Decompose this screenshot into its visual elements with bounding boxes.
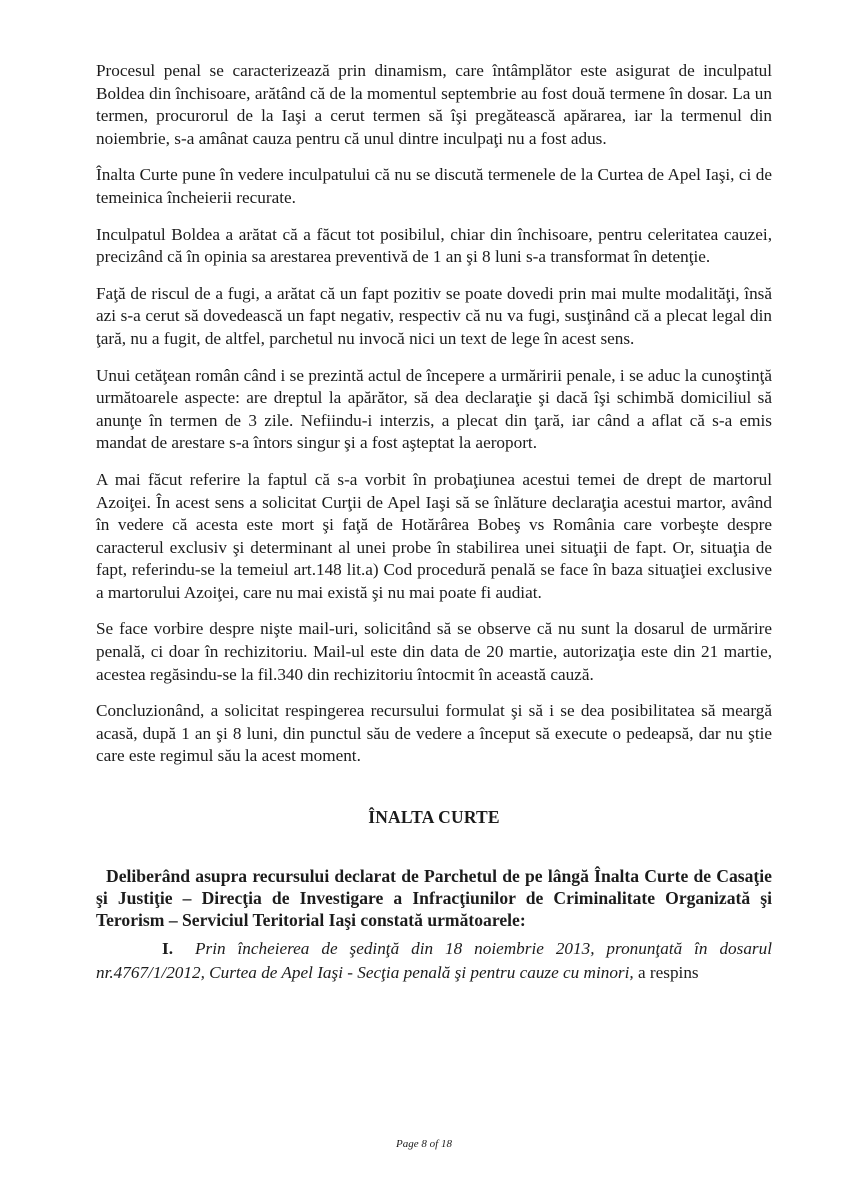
paragraph-4 bbox=[96, 283, 772, 351]
paragraph-5-text: Unui cetăţean român când i se prezintă actul de începere a urmăririi penale, i se aduc la cunoştinţă următoarele aspecte: are dreptul la apărător, să dea declaraţie şi dacă îşi schimbă domiciliul să anunţe în termen de 3 zile. Nefiindu-i interzis, a plecat din ţară, iar când a aflat că s-a emis mandat de arestare s-a întors singur şi a fost aşteptat la aeroport. bbox=[96, 365, 772, 453]
paragraph-4-text: Faţă de riscul de a fugi, a arătat că un fapt pozitiv se poate dovedi prin mai multe modalităţi, însă azi s-a cerut să dovedească un fapt negativ, respectiv că nu va fugi, susţinând că a plecat legal din ţară, nu a fugit, de altfel, parchetul nu invocă nici un text de lege în acest sens. bbox=[96, 283, 772, 348]
paragraph-7 bbox=[96, 618, 772, 686]
paragraph-2-text: Înalta Curte pune în vedere inculpatului că nu se discută termenele de la Curtea de Apel Iaşi, ci de temeinica încheierii recurate. bbox=[96, 165, 772, 207]
item-number: I. bbox=[162, 938, 173, 958]
page-footer: Page 8 of 18 bbox=[396, 1138, 452, 1150]
item-tail: a respins bbox=[633, 962, 699, 982]
paragraph-8-text: Concluzionând, a solicitat respingerea recursului formulat şi să i se dea posibilitatea să meargă acasă, după 1 an şi 8 luni, din punctul său de vedere a început să execute o pedeapsă, dar nu ştie care este regimul său la acest moment. bbox=[96, 701, 772, 766]
paragraph-5 bbox=[96, 365, 772, 455]
section-heading: ÎNALTA CURTE bbox=[368, 807, 500, 828]
deliberation-paragraph: Deliberând asupra recursului declarat de Parchetul de pe lângă Înalta Curte de Casaţie şi Justiţie – Direcţia de Investigare a Infracţiunilor de Criminalitate Organizată şi Terorism – Serviciul Teritorial Iaşi constată următoarele: bbox=[96, 865, 772, 930]
paragraph-3 bbox=[96, 224, 772, 269]
document-body bbox=[96, 60, 772, 985]
paragraph-3-text: Inculpatul Boldea a arătat că a făcut tot posibilul, chiar din închisoare, pentru celeritatea cauzei, precizând că în opinia sa arestarea preventivă de 1 an şi 8 luni s-a transformat în detenţie. bbox=[96, 224, 772, 267]
paragraph-7-text: Se face vorbire despre nişte mail-uri, solicitând să se observe că nu sunt la dosarul de urmărire penală, ci doar în rechizitoriu. Mail-ul este din data de 20 martie, autorizaţia este din 21 martie, acestea regăsindu-se la fil.340 din rechizitoriu întocmit în această cauză. bbox=[96, 619, 772, 684]
paragraph-6 bbox=[96, 469, 772, 605]
paragraph-1-text: Procesul penal se caracterizează prin dinamism, care întâmplător este asigurat de inculpatul Boldea din închisoare, arătând că de la momentul septembrie au fost două termene în dosar. La un termen, procurorul de la Iaşi a cerut termen să îşi pregătească apărarea, iar la termenul din noiembrie, s-a amânat cauza pentru că unul dintre inculpaţi nu a fost adus. bbox=[96, 61, 772, 148]
paragraph-1 bbox=[96, 60, 772, 150]
numbered-item bbox=[96, 937, 772, 985]
paragraph-2 bbox=[96, 164, 772, 209]
item-text: Prin încheierea de şedinţă din 18 noiembrie 2013, pronunţată în dosarul nr.4767/1/2012, Curtea de Apel Iaşi - Secţia penală şi pentru cauze cu minori, bbox=[96, 938, 772, 982]
paragraph-8 bbox=[96, 700, 772, 768]
paragraph-6-text: A mai făcut referire la faptul că s-a vorbit în probaţiunea acestui temei de drept de martorul Azoiţei. În acest sens a solicitat Curţii de Apel Iaşi să se înlăture declaraţia acestui martor, având în vedere că acesta este mort şi faţă de Hotărârea Bobeş vs România care vorbeşte despre caracterul exclusiv şi determinant al unei probe în stabilirea unei situaţii de fapt. Or, situaţia de fapt, referindu-se la temeiul art.148 lit.a) Cod procedură penală se face în baza situaţiei exclusive a martorului Azoiţei, care nu mai există şi nu mai poate fi audiat. bbox=[96, 469, 772, 602]
